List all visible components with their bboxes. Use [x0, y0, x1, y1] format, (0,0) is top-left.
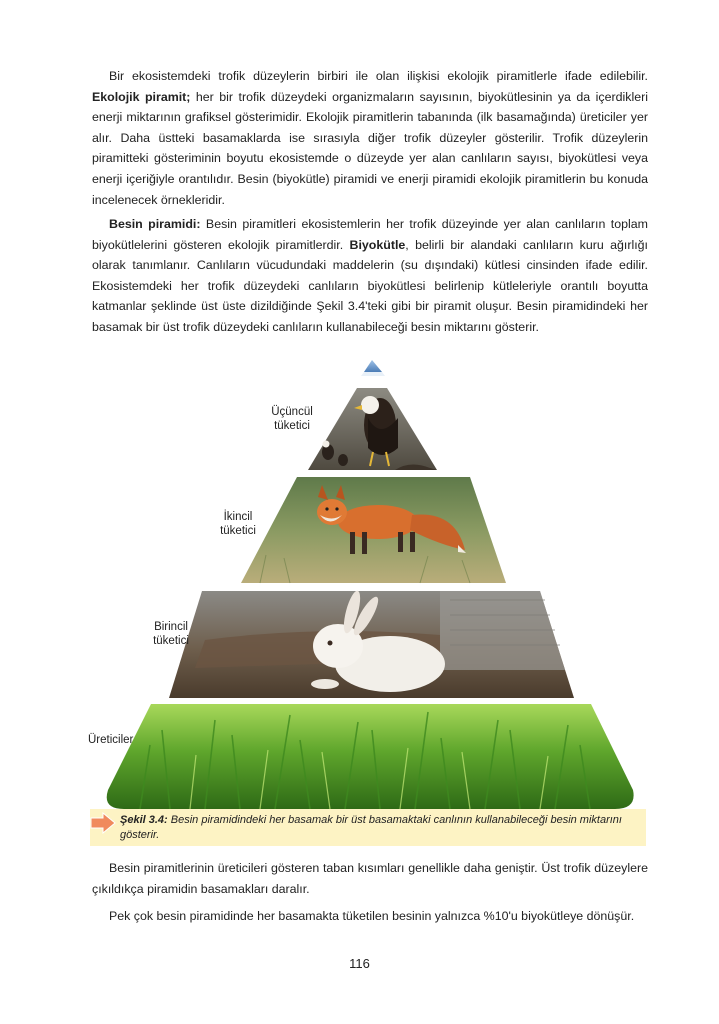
- tier-label-ucuncul-tuketici: [262, 405, 322, 433]
- base-width-paragraph: Besin piramitlerinin üreticileri gösteren taban kısımları genellikle daha geniştir. Üst trofik düzeylere çıkıldıkça piramidin basamakları daralır.: [92, 861, 648, 896]
- tier-0-label-line1: Üreticiler: [88, 734, 134, 746]
- tier-3-label-line1: Üçüncül: [271, 406, 313, 418]
- caption-body: Besin piramidindeki her basamak bir üst basamaktaki canlının kullanabileceği besin miktarını gösterir.: [120, 814, 622, 841]
- ten-percent-paragraph: Pek çok besin piramidinde her basamakta tüketilen besinin yalnızca %10'u biyokütleye dönüşür.: [109, 909, 635, 923]
- tier-1-label-line1: Birincil: [154, 621, 188, 633]
- tier-eagle-image: [308, 388, 437, 470]
- besin-text-1: Besin piramitleri ekosistemlerin her trofik düzeyinde yer alan canlıların toplam biyokütlelerini gösteren ekolojik piramitlerdir.: [92, 217, 648, 252]
- tier-label-ikincil-tuketici: [208, 510, 268, 538]
- tier-1-label-line2: tüketici: [153, 635, 189, 647]
- tier-3-label-line2: tüketici: [274, 420, 310, 432]
- figure-caption: [90, 809, 646, 846]
- apex-sky-image: [361, 360, 385, 376]
- besin-text-2: , belirli bir alandaki canlıların kuru ağırlığı olarak tanımlanır. Canlıların vücudundaki maddelerin (su dışındaki) kütlesi cinsinden ifade edilir. Ekosistemdeki her trofik düzeydeki canlıların biyokütlesi belirlenip kütleleriyle orantılı boyutta katmanlar şeklinde üst üste dizildiğinde Şekil 3.4'teki gibi bir piramit oluşur. Besin piramidindeki her basamak bir üst trofik düzeydeki canlıların kullanabileceği besin miktarını gösterir.: [92, 237, 648, 334]
- arrow-right-icon: [90, 812, 116, 834]
- term-biyokutle: Biyokütle: [349, 237, 406, 252]
- intro-text-2: her bir trofik düzeydeki organizmaların sayısının, biyokütlesinin ya da içerdikleri enerji miktarının grafiksel gösterimidir. Ekolojik piramitlerin tabanında (ilk basamağında) üreticiler yer alır. Daha üstteki basamaklarda ise sırasıyla diğer trofik düzeyler gösterilir. Trofik düzeylerin piramitteki gösteriminin boyutu ekosistemde o düzeyde yer alan canlıların sayısı, biyokütlesi veya enerji içeriğiyle orantılıdır. Besin (biyokütle) piramidi ve enerji piramidi ekolojik piramitlerin bu konuda incelenecek örnekleridir.: [92, 89, 648, 207]
- tier-fox-image: [241, 477, 506, 583]
- caption-label: Şekil 3.4:: [120, 814, 168, 826]
- caption-text: [120, 813, 640, 842]
- term-ekolojik-piramit: Ekolojik piramit;: [92, 89, 191, 104]
- tier-label-ureticiler: [88, 733, 158, 747]
- tier-2-label-line1: İkincil: [223, 511, 253, 523]
- tier-grass-image: [107, 704, 634, 809]
- term-besin-piramidi: Besin piramidi:: [109, 217, 201, 231]
- tier-2-label-line2: tüketici: [220, 525, 256, 537]
- page-number: 116: [349, 956, 370, 971]
- tier-label-birincil-tuketici: [141, 620, 201, 648]
- tier-rabbit-image: [169, 589, 574, 698]
- intro-text-1: Bir ekosistemdeki trofik düzeylerin birbiri ile olan ilişkisi ekolojik piramitlerle ifade edilebilir.: [109, 69, 648, 83]
